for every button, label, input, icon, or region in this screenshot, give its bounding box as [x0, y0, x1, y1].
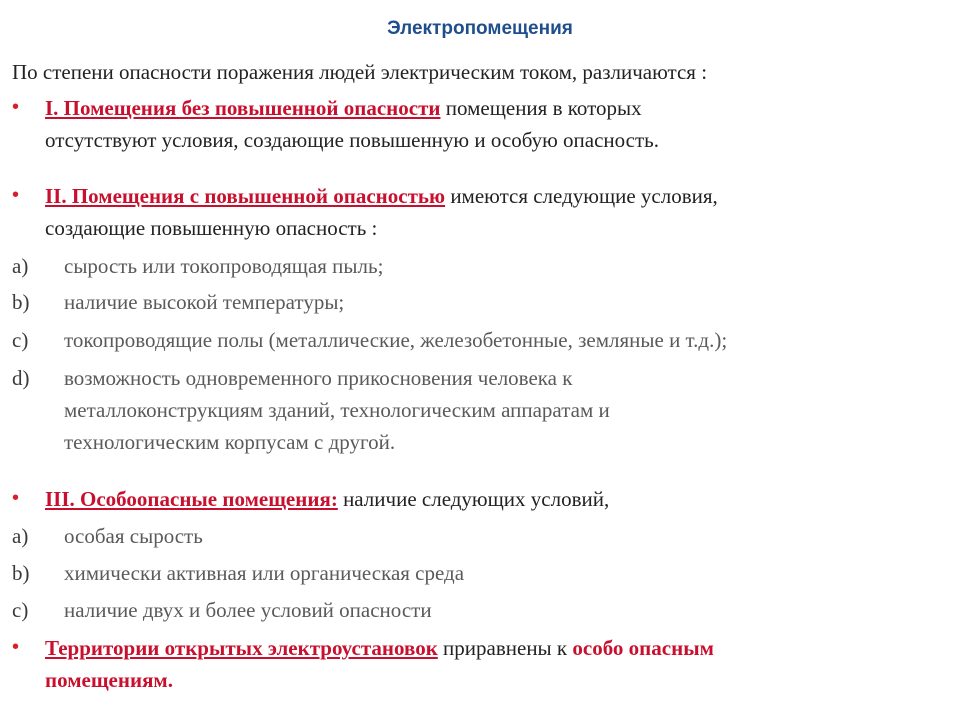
- section-4-emphasis-2: помещениям.: [45, 668, 173, 692]
- bullet-icon: •: [12, 636, 20, 658]
- section-1-text-2: отсутствуют условия, создающие повышенную и особую опасность.: [45, 128, 659, 152]
- section-2-text-2: создающие повышенную опасность :: [45, 216, 378, 240]
- list-marker: c): [12, 328, 29, 352]
- section-4-emphasis-1: особо опасным: [572, 636, 714, 660]
- section-1-heading: I. Помещения без повышенной опасности: [45, 96, 441, 120]
- bullet-icon: •: [12, 487, 20, 509]
- list-marker: a): [12, 254, 29, 278]
- list-item-text: токопроводящие полы (металлические, железобетонные, земляные и т.д.);: [64, 328, 728, 352]
- list-marker: a): [12, 524, 29, 548]
- list-marker: b): [12, 290, 30, 314]
- section-4-heading: Территории открытых электроустановок: [45, 636, 438, 660]
- list-item-text: металлоконструкциям зданий, технологическим аппаратам и: [64, 398, 610, 422]
- slide-title: Электропомещения: [387, 18, 573, 39]
- list-item-text: технологическим корпусам с другой.: [64, 430, 396, 454]
- section-3-heading: III. Особоопасные помещения:: [45, 487, 338, 511]
- list-item-text: наличие высокой температуры;: [64, 290, 345, 314]
- list-item-text: возможность одновременного прикосновения человека к: [64, 366, 573, 390]
- list-item-text: сырость или токопроводящая пыль;: [64, 254, 384, 278]
- section-2-text-1: имеются следующие условия,: [445, 184, 718, 208]
- list-marker: d): [12, 366, 30, 390]
- list-item-text: химически активная или органическая среда: [64, 561, 465, 585]
- intro-text: По степени опасности поражения людей электрическим током, различаются :: [12, 60, 708, 84]
- section-1-text-1: помещения в которых: [440, 96, 642, 120]
- list-marker: b): [12, 561, 30, 585]
- bullet-icon: •: [12, 184, 20, 206]
- list-marker: c): [12, 598, 29, 622]
- section-4-text: приравнены к: [437, 636, 573, 660]
- bullet-icon: •: [12, 96, 20, 118]
- section-3-text-1: наличие следующих условий,: [337, 487, 610, 511]
- list-item-text: особая сырость: [64, 524, 203, 548]
- section-2-heading: II. Помещения с повышенной опасностью: [45, 184, 446, 208]
- list-item-text: наличие двух и более условий опасности: [64, 598, 432, 622]
